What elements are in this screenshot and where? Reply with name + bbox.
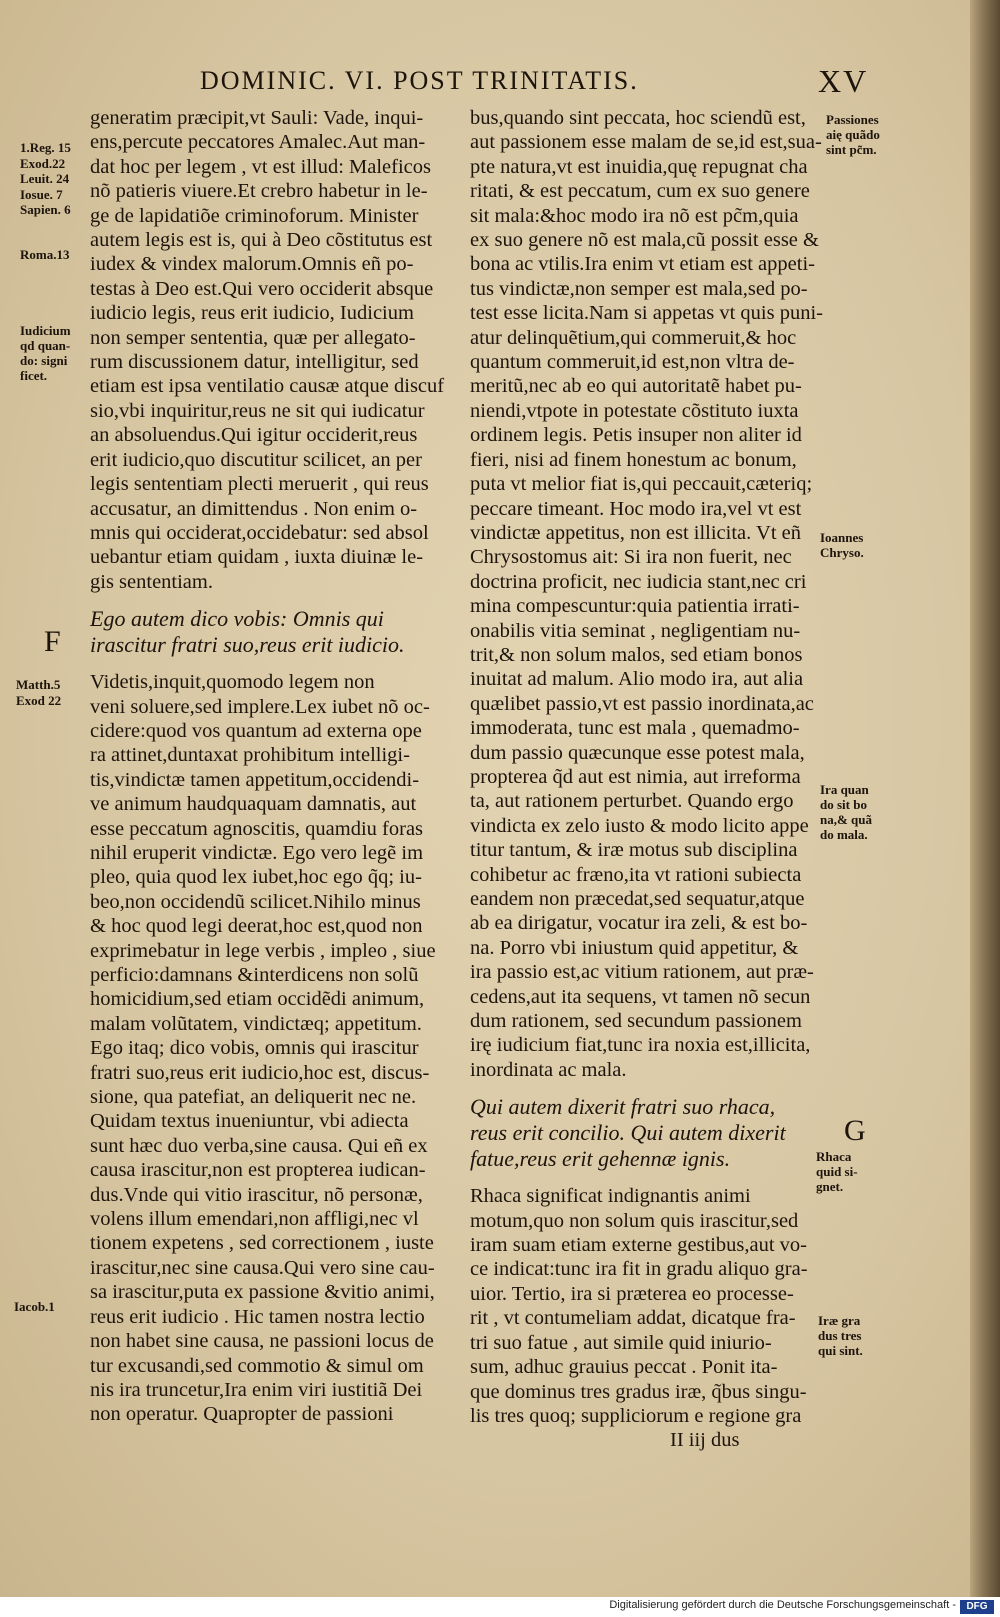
text-line: sum, adhuc grauius peccat . Ponit ita- [470,1356,778,1379]
margin-note-line: do: signi [20,353,68,368]
text-line: dum passio quæcunque esse potest mala, [470,741,805,764]
text-line: bus,quando sint peccata, hoc sciendũ est, [470,107,806,129]
text-line: test esse licita.Nam si appetas vt quis puni- [470,302,823,325]
text-line: pte natura,vt est inuidia,quę repugnat cha [470,155,808,178]
text-line: erit iudicio,quo discutitur scilicet, an per [90,448,422,471]
margin-ref: Leuit. 24 [20,171,70,186]
section-heading [470,1094,815,1172]
margin-ref: Roma.13 [20,247,70,262]
text-line: nis ira truncetur,Ira enim viri iustitiã Dei [90,1378,423,1401]
text-line: homicidium,sed etiam occidẽdi animum, [90,988,425,1011]
text-line: mnis qui occiderat,occidebatur: sed absol [90,521,429,544]
section-letter-f: F [44,625,61,658]
text-line: ab ea dirigatur, vocatur ira zeli, & est bo- [470,912,808,935]
margin-ref: Iosue. 7 [20,186,63,202]
text-line: exprimebatur in lege verbis , impleo , siue [90,939,436,962]
margin-note-line: qui sint. [818,1343,863,1358]
text-line: gis sententiam. [90,570,213,593]
left-column [90,106,445,1427]
text-line: malam volũtatem, vindictæq; appetitum. [90,1012,422,1035]
dfg-logo: DFG [960,1600,994,1614]
paragraph [90,670,440,1427]
heading-line: Ego autem dico vobis: Omnis qui [90,606,384,632]
text-line: & hoc quod legi deerat,hoc est,quod non [90,915,423,938]
text-line: causa irascitur,non est propterea iudican- [90,1159,426,1182]
margin-note-line: na,& quã [820,812,873,827]
paragraph [90,106,445,594]
margin-refs-matth [16,677,61,708]
text-line: lis tres quoq; suppliciorum e regione gra [470,1404,802,1427]
text-line: nihil eruperit vindictæ. Ego vero legẽ im [90,841,424,864]
margin-note-line: Ioannes [820,530,864,545]
margin-note-line: Iudicium [20,323,71,338]
running-head: DOMINIC. VI. POST TRINITATIS. [200,66,639,95]
margin-note-line: Passiones [826,112,879,127]
text-line: perficio:damnans &interdicens non solũ [90,964,419,986]
text-line: ens,percute peccatores Amalec.Aut man- [90,131,426,154]
margin-ref: Exod.22 [20,155,66,171]
margin-ref: 1.Reg. 15 [20,140,71,155]
text-line: tus vindictæ,non semper est mala,sed po- [470,277,808,300]
text-line: nõ patieris viuere.Et crebro habetur in le- [90,180,428,203]
text-line: ritati, & est peccatum, cum ex suo genere [470,180,810,203]
margin-refs-reg [20,140,71,218]
text-line: non operatur. Quapropter de passioni [90,1403,394,1426]
margin-note-line: qd quan- [20,338,71,353]
text-line: iram suam etiam externe gestibus,aut vo- [470,1234,808,1257]
text-line: fratri suo,reus erit iudicio,hoc est, discus- [90,1061,430,1084]
text-line: an absoluendus.Qui igitur occiderit,reus [90,424,418,447]
text-line: irę iudicium fiat,tunc ira noxia est,illicita, [470,1034,811,1057]
margin-note-iudicium [20,323,71,383]
heading-line: reus erit concilio. Qui autem dixerit [470,1120,786,1146]
text-line: sit mala:&hoc modo ira nõ est pc̃m,quia [470,204,799,227]
text-line: ra attinet,duntaxat prohibitum intelligi- [90,744,410,767]
text-line: tri suo fatue , aut simile quid iniurio- [470,1331,772,1354]
text-line: vindicta ex zelo iusto & modo licito appe [470,814,809,837]
text-line: beo,non occidendũ scilicet.Nihilo minus [90,890,421,913]
margin-note-line: sint pc̃m. [826,142,877,157]
margin-note-line: aię quãdo [826,127,880,142]
heading-line: fatue,reus erit gehennæ ignis. [470,1146,731,1172]
text-line: esse peccatum agnoscitis, quamdiu foras [90,817,424,840]
text-line: ve animum haudquaquam damnatis, aut [90,793,417,816]
heading-line: irascitur fratri suo,reus erit iudicio. [90,632,405,658]
margin-note-line: do mala. [820,827,868,842]
margin-ref: Exod 22 [16,692,62,708]
text-line: propterea q̃d aut est nimia, aut irreforma [470,765,801,788]
text-line: sio,vbi inquiritur,reus ne sit qui iudicatur [90,399,425,422]
text-line: meritũ,nec ab eo qui autoritatẽ habet pu- [470,375,802,398]
margin-ref-roma [20,248,69,261]
text-line: vindictæ appetitus, non est illicita. Vt eñ [470,521,801,544]
text-line: autem legis est is, qui à Deo cõstitutus est [90,229,433,252]
text-line: sione, qua patefiat, an deliquerit nec ne. [90,1086,417,1109]
text-line: ex suo genere nõ est mala,cũ possit esse & [470,229,819,252]
margin-ref: Iacob.1 [14,1299,55,1314]
text-line: Videtis,inquit,quomodo legem non [90,671,375,694]
text-line: na. Porro vbi iniustum quid appetitur, & [470,936,799,959]
margin-note-ira-quando [820,782,872,842]
text-line: inuitat ad malum. Alio modo ira, aut alia [470,668,804,691]
text-line: tur excusandi,sed commotio & simul om [90,1354,424,1377]
text-line: dus.Vnde qui vitio irascitur, nõ personæ, [90,1183,423,1206]
text-line: mina compescuntur:quia patientia irrati- [470,595,800,618]
text-line: reus erit iudicio . Hic tamen nostra lectio [90,1305,425,1328]
text-line: puta vt melior fiat is,qui peccauit,cæteriq; [470,473,813,496]
catchword: II iij dus [670,1429,740,1452]
margin-ref: Matth.5 [16,677,61,692]
heading-line: Qui autem dixerit fratri suo rhaca, [470,1094,776,1120]
text-line: aut passionem esse malam de se,id est,sua- [470,131,822,154]
text-line: irascitur,nec sine causa.Qui vero sine cau- [90,1256,435,1279]
text-line: etiam est ipsa ventilatio causæ atque discuf [90,375,445,398]
text-line: iudicio legis, reus erit iudicio, Iudicium [90,302,414,325]
text-line: non semper sententia, quæ per allegato- [90,326,416,349]
text-line: dum rationem, sed secundum passionem [470,1010,802,1033]
text-line: generatim præcipit,vt Sauli: Vade, inqui- [90,107,424,129]
text-line: fieri, nisi ad finem honestum ac bonum, [470,448,797,471]
margin-note-line: Rhaca [816,1149,852,1164]
margin-note-line: Iræ gra [818,1313,861,1328]
margin-note-ioannes [820,530,864,560]
text-line: peccare timeant. Hoc modo ira,vel vt est [470,497,802,520]
text-line: Ego itaq; dico vobis, omnis qui irascitur [90,1037,419,1060]
text-line: dat hoc per legem , vt est illud: Maleficos [90,155,432,178]
text-line: accusatur, an dimittendus . Non enim o- [90,497,418,520]
text-line: quælibet passio,vt est passio inordinata,ac [470,692,814,715]
section-heading [90,606,440,658]
text-line: ta, aut rationem perturbet. Quando ergo [470,790,794,813]
text-line: Chrysostomus ait: Si ira non fuerit, nec [470,546,792,569]
text-line: immoderata, tunc est mala , quemadmo- [470,717,800,740]
text-line: trit,& non solum malos, sed etiam bonos [470,643,803,666]
folio-number: XV [818,63,869,99]
text-line: non habet sine causa, ne passioni locus de [90,1330,434,1353]
text-line: bona ac vtilis.Ira enim vt etiam est appeti- [470,253,815,276]
text-line: titur tantum, & iræ motus sub disciplina [470,839,798,862]
text-line: ce indicat:tunc ira fit in gradu aliquo gra- [470,1258,808,1281]
funding-note: Digitalisierung gefördert durch die Deutsche Forschungsgemeinschaft - [609,1599,956,1611]
text-line: pleo, quia quod lex iubet,hoc ego q̃q; iu- [90,866,422,889]
text-line: uior. Tertio, ira si præterea eo processe- [470,1282,794,1305]
text-line: rum discussionem datur, intelligitur, sed [90,351,419,374]
text-line: ge de lapidatiõe criminoforum. Minister [90,204,419,227]
text-line: rit , vt contumeliam addat, dicatque fra- [470,1307,796,1330]
text-line: cedens,aut ita sequens, vt tamen nõ secun [470,985,811,1008]
text-line: cohibetur ac fræno,ita vt rationi subiecta [470,863,802,886]
text-line: doctrina proficit, nec iudicia stant,nec cri [470,570,807,593]
text-line: niendi,vtpote in potestate cõstituto iuxta [470,399,799,422]
text-line: inordinata ac mala. [470,1058,627,1081]
text-line: volens illum emendari,non affligi,nec vl [90,1208,419,1231]
margin-ref-iacob [14,1300,55,1313]
text-line: ira passio est,ac vitium rationem, aut præ- [470,961,814,984]
text-line: motum,quo non solum quis irascitur,sed [470,1209,799,1232]
margin-note-line: gnet. [816,1179,844,1194]
text-line: Quidam textus inueniuntur, vbi adiecta [90,1110,409,1133]
text-line: uebantur etiam quidam , iuxta diuinæ le- [90,546,424,569]
digitization-footer [0,1597,1000,1617]
text-line: eandem non præcedat,sed sequatur,atque [470,888,805,910]
page-edge [970,0,1000,1597]
text-line: testas à Deo est.Qui vero occiderit absque [90,277,434,300]
text-line: quantum commeruit,id est,non vltra de- [470,351,795,374]
margin-note-rhaca [816,1149,858,1194]
right-column [470,106,823,1453]
margin-note-line: Ira quan [820,782,869,797]
text-line: iudex & vindex malorum.Omnis eñ po- [90,253,414,276]
margin-note-passiones [826,112,880,157]
margin-note-irae-gradus [818,1313,863,1358]
text-line: tionem expetens , sed correctionem , iuste [90,1232,434,1255]
margin-note-line: ficet. [20,368,48,383]
text-line: cidere:quod vos quantum ad externa ope [90,719,422,742]
text-line: onabilis vitia seminat , negligentiam nu- [470,619,801,642]
text-line: atur delinquẽtium,qui commeruit,& hoc [470,326,797,349]
text-line: Rhaca significat indignantis animi [470,1185,751,1208]
paragraph [470,1184,815,1428]
paragraph [470,106,823,1082]
text-line: ordinem legis. Petis insuper non aliter id [470,424,802,447]
margin-ref: Sapien. 6 [20,202,71,217]
section-letter-g: G [844,1114,866,1147]
margin-note-line: dus tres [818,1328,862,1343]
text-line: sunt hæc duo verba,sine causa. Qui eñ ex [90,1134,428,1157]
text-line: veni soluere,sed implere.Lex iubet nõ oc- [90,695,430,718]
text-line: sa irascitur,puta ex passione &vitio animi, [90,1281,435,1304]
text-line: legis sententiam plecti meruerit , qui reus [90,473,429,496]
text-line: que dominus tres gradus iræ, q̃bus singu- [470,1380,807,1403]
margin-note-line: Chryso. [820,545,864,560]
text-line: tis,vindictæ tamen appetitum,occidendi- [90,768,420,791]
margin-note-line: do sit bo [820,797,867,812]
margin-note-line: quid si- [816,1164,858,1179]
